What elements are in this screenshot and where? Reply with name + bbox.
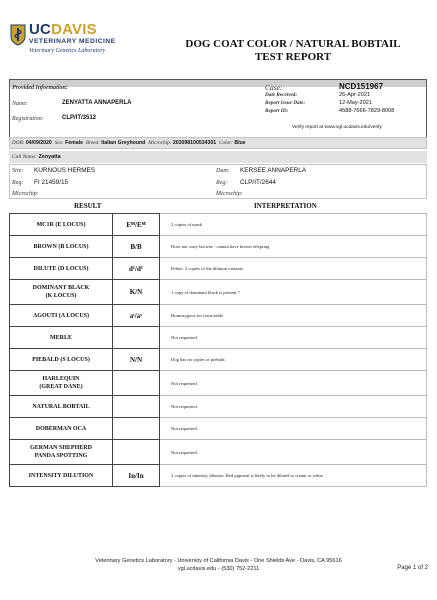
date-received-value: 26-Apr-2021 <box>339 92 371 98</box>
genotype-result <box>113 418 160 440</box>
interpretation-text: 1 copy of dominant black is present * <box>160 280 427 305</box>
interpretation-text: Not requested. <box>160 327 427 349</box>
result-row <box>10 258 160 280</box>
interpretation-text: Dog has no copies of piebald. <box>160 349 427 371</box>
interpretation-row <box>160 418 427 440</box>
interpretation-row <box>160 371 427 396</box>
dam-label: Dam: <box>216 168 230 174</box>
dam-reg-label: Reg: <box>216 180 228 186</box>
call-name: Call Name: Zenyatta <box>12 154 61 160</box>
page-number: Page 1 of 2 <box>397 565 428 571</box>
genotype-result <box>113 327 160 349</box>
result-row <box>10 371 160 396</box>
verify-link[interactable]: Verify report at www.vgl.ucdavis.edu/verify <box>292 125 382 130</box>
logo-wordmark: UCDAVIS <box>29 21 97 38</box>
dam-reg-value: CLP/IT/2644 <box>240 179 276 186</box>
case-number: NCD151967 <box>339 82 384 91</box>
registration-value: CLP/IT/3512 <box>62 115 97 121</box>
registration-label: Registration: <box>12 116 44 122</box>
result-heading: RESULT <box>74 202 102 210</box>
provided-info-heading: Provided Information: <box>12 85 68 91</box>
locus-name: DOBERMAN OCA <box>10 418 113 440</box>
results-table <box>9 213 160 487</box>
interpretation-text: Not requested. <box>160 371 427 396</box>
result-row <box>10 440 160 465</box>
result-row <box>10 418 160 440</box>
genotype-result: d¹/d¹ <box>113 258 160 280</box>
date-received-label: Date Received: <box>265 92 298 98</box>
interpretation-text: Does not carry browns - cannot have brown offspring <box>160 236 427 258</box>
locus-name: AGOUTI (A LOCUS) <box>10 305 113 327</box>
genotype-result: B/B <box>113 236 160 258</box>
sire-value: KURNOUS HERMES <box>34 167 96 174</box>
genotype-result: In/In <box>113 465 160 487</box>
result-row <box>10 236 160 258</box>
name-value: ZENYATTA ANNAPERLA <box>62 100 132 106</box>
sire-reg-value: FI 21459/15 <box>34 179 69 186</box>
name-label: Name: <box>12 101 28 107</box>
result-row <box>10 465 160 487</box>
sire-reg-label: Reg: <box>12 180 24 186</box>
interpretation-row <box>160 327 427 349</box>
genotype-result <box>113 440 160 465</box>
report-issue-date-label: Report Issue Date: <box>265 100 306 106</box>
locus-name: DILUTE (D LOCUS) <box>10 258 113 280</box>
interpretation-text: Dilute. 2 copies of the dilution variants. <box>160 258 427 280</box>
interpretation-row <box>160 280 427 305</box>
footer-address: Veterinary Genetics Laboratory - University of California Davis - One Shields Ave - Davis, CA 95616 <box>95 558 342 564</box>
interpretation-row <box>160 214 427 236</box>
footer <box>0 557 437 573</box>
genotype-result: K/N <box>113 280 160 305</box>
genotype-result: Eᴹ/Eᴹ <box>113 214 160 236</box>
genotype-result: N/N <box>113 349 160 371</box>
footer-contact: vgl.ucdavis.edu - (530) 752-2211 <box>177 566 260 572</box>
genotype-result: aᵗ/aʸ <box>113 305 160 327</box>
interpretation-heading: INTERPRETATION <box>254 202 317 210</box>
genotype-result <box>113 396 160 418</box>
interpretation-row <box>160 396 427 418</box>
locus-name: MERLE <box>10 327 113 349</box>
sire-label: Sire: <box>12 168 24 174</box>
ucdavis-vetmed-logo <box>10 22 135 66</box>
locus-name: NATURAL BOBTAIL <box>10 396 113 418</box>
report-issue-date-value: 12-May-2021 <box>339 100 372 106</box>
genotype-result <box>113 371 160 396</box>
interpretation-text: Homozygous for fawn/sable <box>160 305 427 327</box>
interpretation-text: 2 copies of mask <box>160 214 427 236</box>
dam-microchip-label: Microchip: <box>216 191 243 197</box>
locus-name: DOMINANT BLACK (K LOCUS) <box>10 280 113 305</box>
interpretation-row <box>160 236 427 258</box>
sire-microchip-label: Microchip: <box>12 191 39 197</box>
interpretation-row <box>160 440 427 465</box>
interpretation-text: 2 copies of intensity dilution. Red pigment is likely to be diluted to cream or white. <box>160 465 427 487</box>
locus-name: GERMAN SHEPHERD PANDA SPOTTING <box>10 440 113 465</box>
result-row <box>10 327 160 349</box>
interpretation-row <box>160 465 427 487</box>
result-row <box>10 396 160 418</box>
locus-name: INTENSITY DILUTION <box>10 465 113 487</box>
interpretation-table <box>160 213 427 487</box>
interpretation-row <box>160 305 427 327</box>
interpretation-row <box>160 258 427 280</box>
report-title: DOG COAT COLOR / NATURAL BOBTAIL TEST REPORT <box>185 38 401 63</box>
dam-value: KERSEE ANNAPERLA <box>240 167 307 174</box>
result-row <box>10 280 160 305</box>
interpretation-text: Not requested. <box>160 440 427 465</box>
locus-name: BROWN (B LOCUS) <box>10 236 113 258</box>
interpretation-text: Not requested. <box>160 418 427 440</box>
result-row <box>10 214 160 236</box>
locus-name: MC1R (E LOCUS) <box>10 214 113 236</box>
call-name-bar <box>9 151 427 163</box>
result-row <box>10 349 160 371</box>
locus-name: PIEBALD (S LOCUS) <box>10 349 113 371</box>
case-label: Case: <box>265 83 283 92</box>
interpretation-text: Not requested. <box>160 396 427 418</box>
result-row <box>10 305 160 327</box>
locus-name: HARLEQUIN (GREAT DANE) <box>10 371 113 396</box>
logo-lab-name: Veterinary Genetics Laboratory <box>29 48 106 54</box>
shield-icon <box>10 24 26 46</box>
interpretation-row <box>160 349 427 371</box>
report-id-value: 4588-7666-7829-8008 <box>339 108 395 114</box>
logo-vetmed: VETERINARY MEDICINE <box>29 38 116 45</box>
animal-details: DOB: 04/09/2020 Sex: Female Breed: Italian Greyhound Microchip: 203098100534301 Color: Blue <box>12 140 246 146</box>
report-id-label: Report ID: <box>265 108 289 114</box>
